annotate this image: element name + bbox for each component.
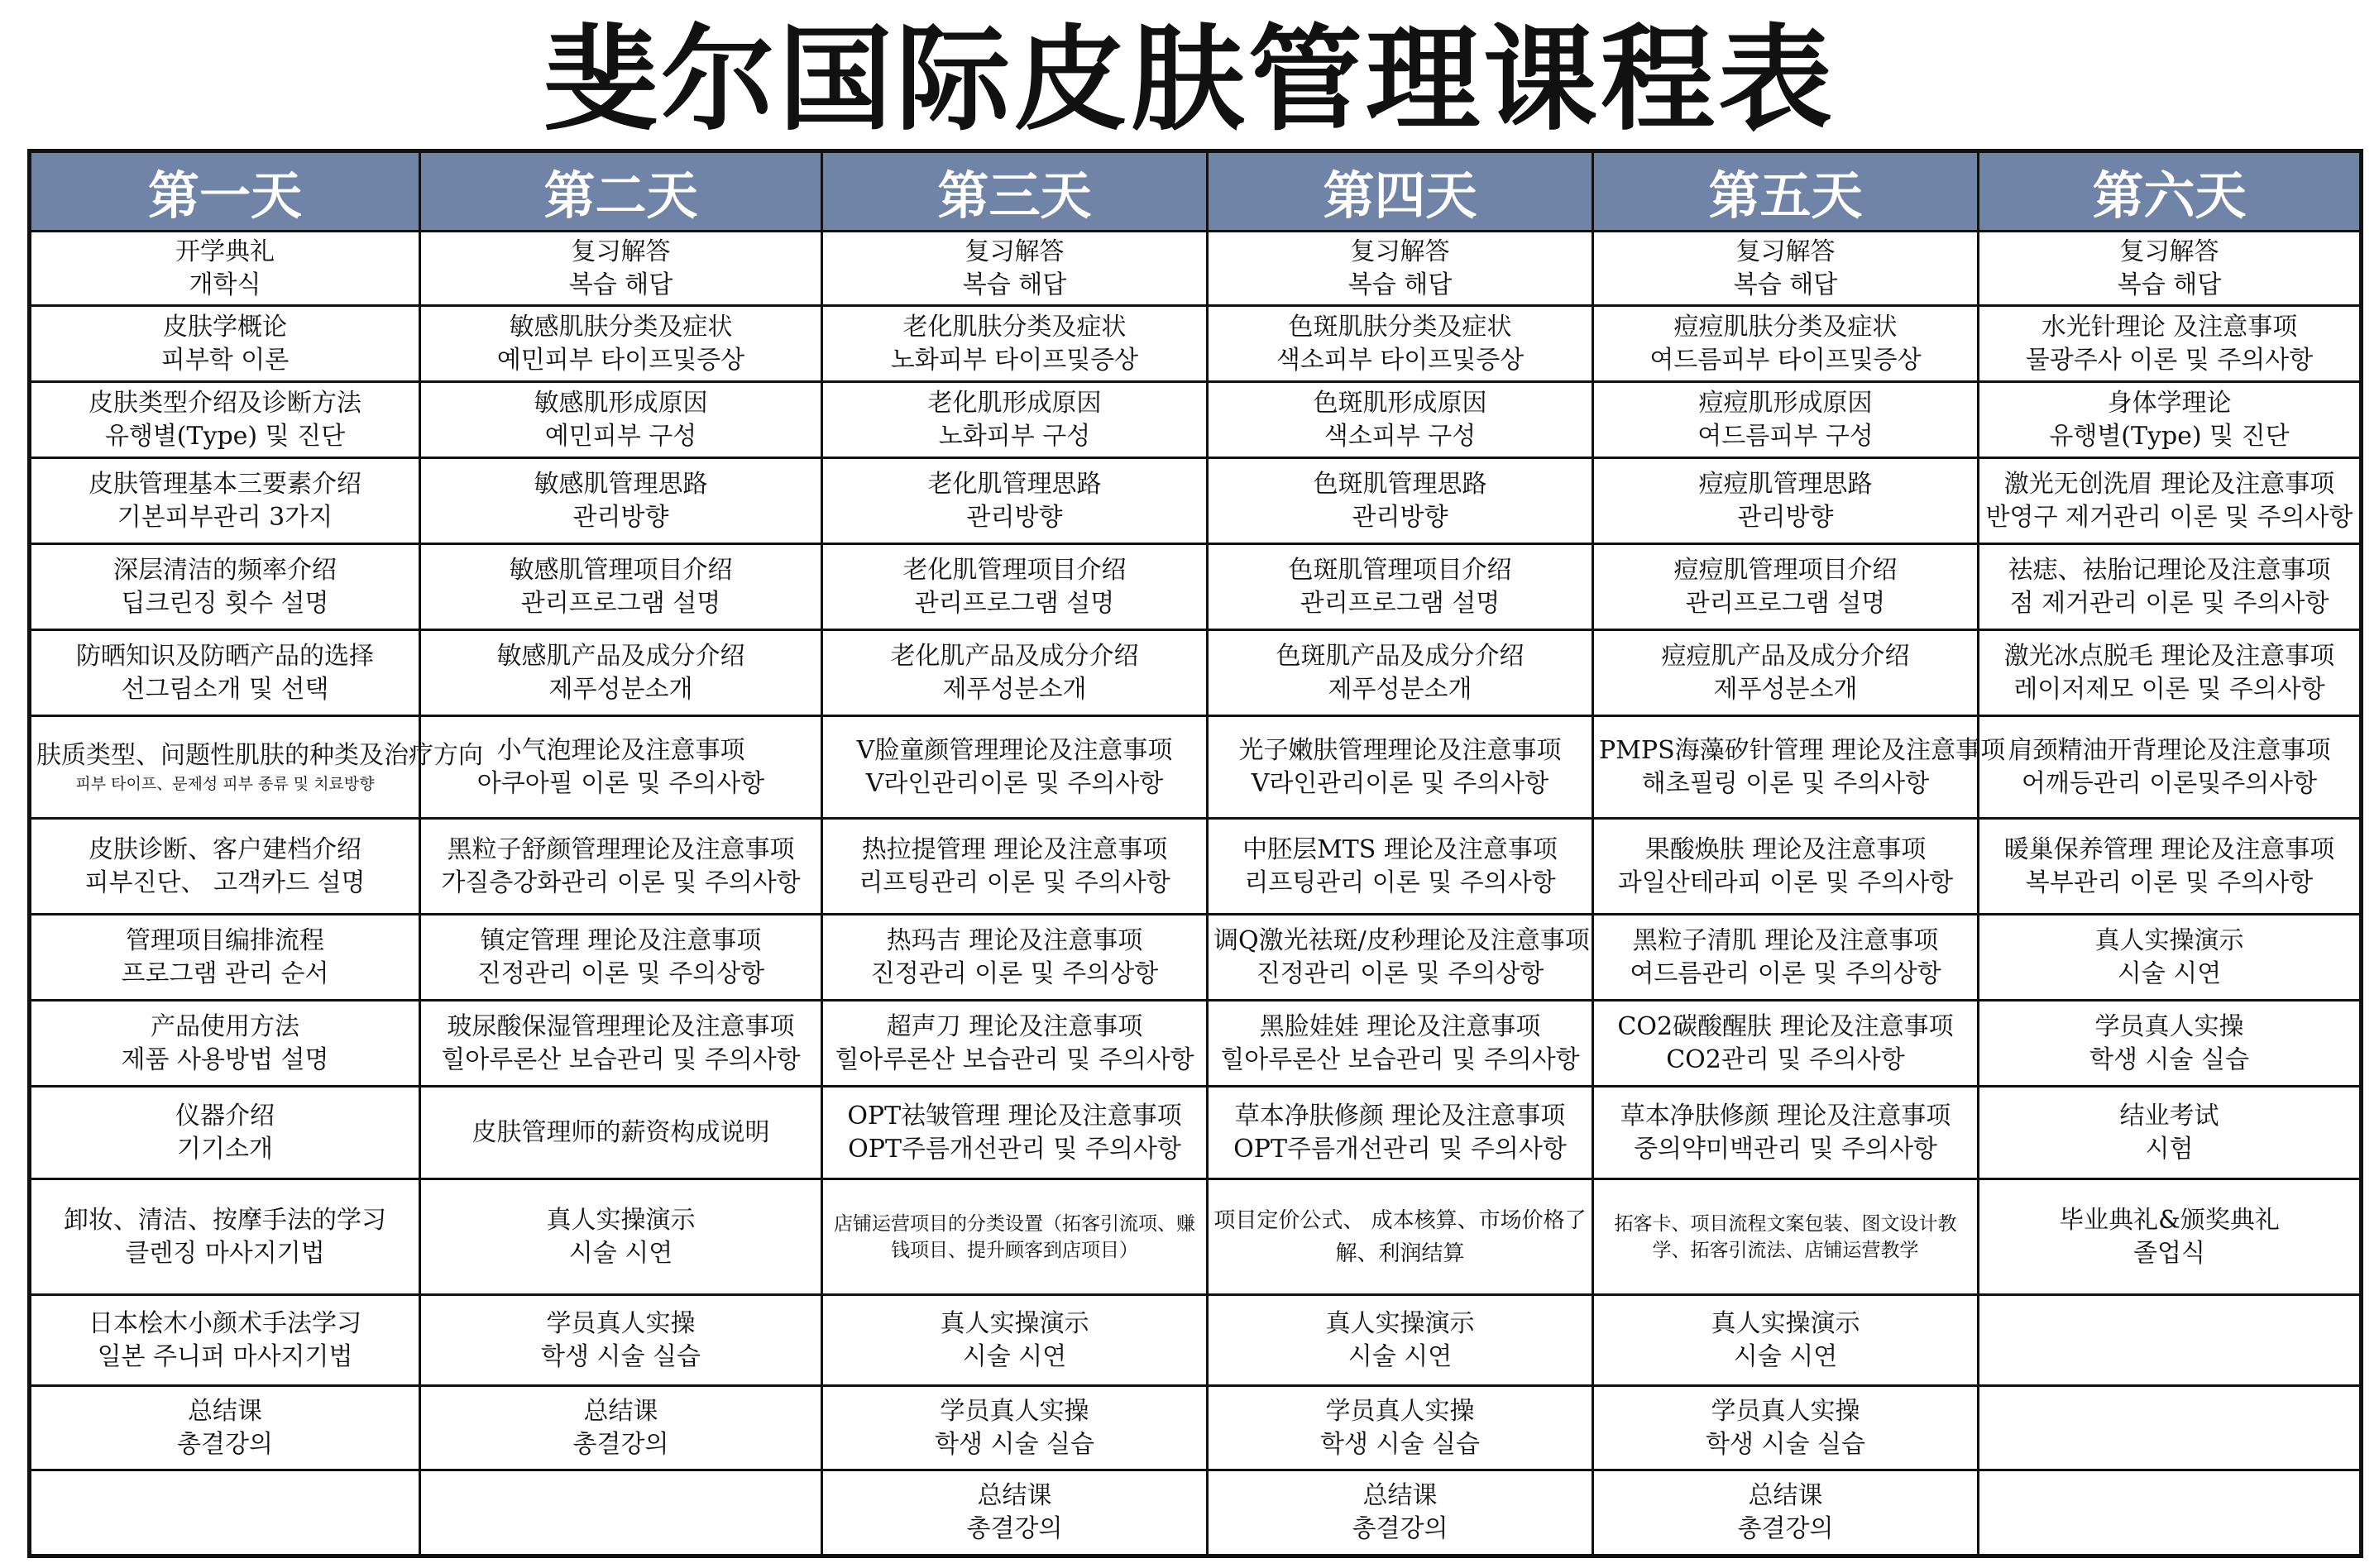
schedule-cell <box>1593 1295 1979 1386</box>
course-title: 管理项目编排流程 <box>126 925 324 955</box>
course-subtitle: 학생 시술 실습 <box>935 1429 1094 1459</box>
course-title: 学员真人实操 <box>2094 1011 2244 1041</box>
course-title: 皮肤管理师的薪资构成说明 <box>471 1117 770 1147</box>
course-title: 热拉提管理 理论及注意事项 <box>861 834 1168 864</box>
course-subtitle: 과일산테라피 이론 및 주의사항 <box>1617 868 1954 897</box>
course-title: 激光冰点脱毛 理论及注意事项 <box>2003 641 2335 671</box>
course-subtitle: 해초필링 이론 및 주의사항 <box>1641 768 1930 798</box>
schedule-cell <box>1208 306 1593 382</box>
course-subtitle: V라인관리이론 및 주의사항 <box>865 768 1164 798</box>
course-title: 草本净肤修颜 理论及注意事项 <box>1234 1101 1566 1131</box>
schedule-cell <box>420 306 822 382</box>
course-title: 复习解答 <box>2119 237 2219 266</box>
schedule-cell <box>420 1295 822 1386</box>
course-subtitle: 개학식 <box>189 270 261 299</box>
course-title: 痘痘肌肤分类及症状 <box>1673 312 1898 342</box>
course-title: 店铺运营项目的分类设置（拓客引流项、赚钱项目、提升顾客到店项目） <box>834 1212 1195 1261</box>
course-title: 皮肤学概论 <box>163 312 287 342</box>
course-subtitle: 관리프로그램 설명 <box>914 588 1115 618</box>
schedule-cell <box>1979 915 2362 1001</box>
course-subtitle: 관리프로그램 설명 <box>520 588 721 618</box>
course-title: 总结课 <box>977 1481 1052 1510</box>
course-subtitle: 관리프로그램 설명 <box>1685 588 1886 618</box>
course-title: 总结课 <box>1748 1481 1823 1510</box>
schedule-cell <box>420 1179 822 1295</box>
schedule-cell <box>1593 306 1979 382</box>
schedule-cell <box>822 458 1208 544</box>
table-row <box>30 1001 2362 1087</box>
schedule-cell <box>420 1470 822 1556</box>
schedule-cell <box>1979 819 2362 915</box>
schedule-cell <box>822 630 1208 716</box>
course-subtitle: 예민피부 구성 <box>544 421 697 451</box>
course-subtitle: 피부 타이프、문제성 피부 종류 및 치료방향 <box>75 774 375 793</box>
course-title: 复习解答 <box>571 237 671 266</box>
course-subtitle: 아쿠아필 이론 및 주의사항 <box>476 768 765 798</box>
table-row <box>30 630 2362 716</box>
schedule-cell <box>822 1386 1208 1470</box>
course-subtitle: 총결강의 <box>1737 1514 1834 1543</box>
course-subtitle: 진정관리 이론 및 주의상항 <box>476 958 765 988</box>
course-subtitle: 리프팅관리 이론 및 주의사항 <box>1244 868 1556 897</box>
course-subtitle: 총결강의 <box>1352 1514 1448 1543</box>
course-subtitle: 제푸성분소개 <box>1328 674 1472 704</box>
schedule-cell <box>822 1001 1208 1087</box>
course-title: 开学典礼 <box>175 237 275 266</box>
schedule-cell <box>822 1295 1208 1386</box>
schedule-cell <box>420 819 822 915</box>
course-subtitle: 복습 해답 <box>568 270 673 299</box>
table-row <box>30 1087 2362 1179</box>
course-title: 项目定价公式、 成本核算、市场价格了解、利润结算 <box>1213 1207 1587 1266</box>
course-title: 总结课 <box>1362 1481 1438 1510</box>
course-subtitle: 총결강의 <box>572 1429 669 1459</box>
course-title: V脸童颜管理理论及注意事项 <box>856 735 1173 765</box>
course-title: 镇定管理 理论及注意事项 <box>480 925 762 955</box>
schedule-cell <box>30 716 483 819</box>
schedule-cell <box>1593 630 1979 716</box>
course-subtitle: 복부관리 이론 및 주의사항 <box>2025 868 2314 897</box>
header-row <box>30 151 2362 232</box>
course-subtitle: 총결강의 <box>177 1429 273 1459</box>
course-subtitle: 유행별(Type) 및 진단 <box>104 421 346 451</box>
course-subtitle: 복습 해답 <box>1733 270 1838 299</box>
schedule-cell <box>1979 1386 2362 1470</box>
course-title: 仪器介绍 <box>175 1101 275 1131</box>
schedule-cell <box>1979 382 2362 458</box>
course-title: 黑粒子清肌 理论及注意事项 <box>1632 925 1939 955</box>
schedule-cell <box>30 630 420 716</box>
course-title: 老化肌形成原因 <box>927 388 1102 418</box>
course-subtitle: 물광주사 이론 및 주의사항 <box>2025 345 2314 375</box>
course-title: 皮肤管理基本三要素介绍 <box>89 469 361 499</box>
course-subtitle: 가질층강화관리 이론 및 주의사항 <box>441 868 801 897</box>
schedule-table <box>27 149 2363 1558</box>
course-subtitle: 반영구 제거관리 이론 및 주의사항 <box>1985 502 2353 532</box>
schedule-cell <box>822 232 1208 306</box>
course-subtitle: 피부진단、 고객카드 설명 <box>84 868 366 897</box>
course-title: 祛痣、祛胎记理论及注意事项 <box>2008 555 2331 585</box>
course-subtitle: 시술 시연 <box>568 1238 673 1268</box>
course-subtitle: 노화피부 타이프및증상 <box>890 345 1139 375</box>
schedule-cell <box>1208 1179 1593 1295</box>
course-title: 真人实操演示 <box>1325 1308 1475 1338</box>
schedule-cell <box>1979 1295 2362 1386</box>
course-subtitle: 총결강의 <box>966 1514 1063 1543</box>
course-subtitle: 관리방향 <box>572 502 669 532</box>
course-subtitle: 시술 시연 <box>1347 1341 1453 1371</box>
course-subtitle: 시술 시연 <box>2117 958 2222 988</box>
course-title: 结业考试 <box>2119 1101 2219 1131</box>
course-title: 毕业典礼&颁奖典礼 <box>2059 1205 2280 1235</box>
course-title: 暖巢保养管理 理论及注意事项 <box>2003 834 2335 864</box>
course-title: 痘痘肌管理项目介绍 <box>1673 555 1898 585</box>
table-row <box>30 382 2362 458</box>
table-row <box>30 232 2362 306</box>
day-header: 第五天 <box>1593 151 1979 232</box>
course-subtitle: 기본피부관리 3가지 <box>117 502 333 532</box>
course-subtitle: 예민피부 타이프및증상 <box>496 345 745 375</box>
course-title: 玻尿酸保湿管理理论及注意事项 <box>447 1011 795 1041</box>
schedule-cell <box>1593 716 2006 819</box>
course-subtitle: 레이저제모 이론 및 주의사항 <box>2013 674 2325 704</box>
schedule-cell <box>1979 232 2362 306</box>
course-title: 黑粒子舒颜管理理论及注意事项 <box>447 834 795 864</box>
course-title: 黑脸娃娃 理论及注意事项 <box>1259 1011 1541 1041</box>
course-subtitle: OPT주름개선관리 및 주의사항 <box>1233 1134 1567 1164</box>
schedule-cell <box>1208 819 1593 915</box>
course-title: 复习解答 <box>1350 237 1450 266</box>
table-row <box>30 1295 2362 1386</box>
schedule-cell <box>1979 630 2362 716</box>
schedule-cell <box>822 915 1208 1001</box>
course-subtitle: 시술 시연 <box>1733 1341 1838 1371</box>
course-title: 色斑肌管理思路 <box>1313 469 1487 499</box>
schedule-cell <box>30 232 420 306</box>
course-title: 草本净肤修颜 理论及注意事项 <box>1620 1101 1951 1131</box>
table-row <box>30 544 2362 630</box>
course-title: 小气泡理论及注意事项 <box>496 735 745 765</box>
course-subtitle: 학생 시술 실습 <box>1706 1429 1865 1459</box>
course-subtitle: 노화피부 구성 <box>938 421 1091 451</box>
schedule-cell <box>30 544 420 630</box>
table-row <box>30 1470 2362 1556</box>
schedule-cell <box>1593 1386 1979 1470</box>
course-title: 肩颈精油开背理论及注意事项 <box>2008 735 2331 765</box>
course-subtitle: 점 제거관리 이론 및 주의사항 <box>2009 588 2329 618</box>
schedule-cell <box>1979 306 2362 382</box>
schedule-cell <box>1593 915 1979 1001</box>
schedule-cell <box>30 1179 420 1295</box>
course-title: 色斑肌形成原因 <box>1313 388 1487 418</box>
course-subtitle: 색소피부 구성 <box>1324 421 1477 451</box>
schedule-cell <box>30 382 420 458</box>
course-title: 老化肌管理思路 <box>927 469 1102 499</box>
schedule-cell <box>420 630 822 716</box>
course-title: 身体学理论 <box>2107 388 2232 418</box>
course-title: 总结课 <box>583 1396 658 1426</box>
course-title: 敏感肌形成原因 <box>534 388 708 418</box>
course-title: OPT祛皱管理 理论及注意事项 <box>847 1101 1182 1131</box>
schedule-cell <box>822 1087 1208 1179</box>
course-title: 调Q激光祛斑/皮秒理论及注意事项 <box>1213 925 1590 955</box>
course-title: 真人实操演示 <box>1711 1308 1860 1338</box>
course-subtitle: 관리방향 <box>966 502 1063 532</box>
course-title: 卸妆、清洁、按摩手法的学习 <box>64 1205 386 1235</box>
course-subtitle: 일본 주니퍼 마사지기법 <box>97 1341 353 1371</box>
schedule-cell <box>420 458 822 544</box>
course-subtitle: 복습 해답 <box>962 270 1067 299</box>
schedule-cell <box>822 544 1208 630</box>
course-title: 真人实操演示 <box>546 1205 696 1235</box>
course-subtitle: 관리방향 <box>1737 502 1834 532</box>
schedule-cell <box>30 1470 420 1556</box>
course-title: 真人实操演示 <box>940 1308 1089 1338</box>
schedule-cell <box>1208 544 1593 630</box>
course-title: 复习解答 <box>965 237 1065 266</box>
course-subtitle: 어깨등관리 이론및주의사항 <box>2021 768 2318 798</box>
schedule-cell <box>1208 630 1593 716</box>
schedule-cell <box>420 1001 822 1087</box>
schedule-cell <box>30 1295 420 1386</box>
course-title: 皮肤诊断、客户建档介绍 <box>89 834 361 864</box>
schedule-body <box>30 232 2362 1556</box>
course-title: PMPS海藻矽针管理 理论及注意事项 <box>1599 735 2006 765</box>
schedule-cell <box>30 915 420 1001</box>
schedule-cell <box>822 306 1208 382</box>
course-subtitle: 복습 해답 <box>1347 270 1453 299</box>
course-title: 学员真人实操 <box>1711 1396 1860 1426</box>
course-subtitle: 여드름관리 이론 및 주의상항 <box>1630 958 1941 988</box>
course-subtitle: 관리방향 <box>1352 502 1448 532</box>
schedule-cell <box>30 1001 420 1087</box>
day-header: 第六天 <box>1979 151 2362 232</box>
schedule-cell <box>822 382 1208 458</box>
course-title: 敏感肌管理项目介绍 <box>509 555 733 585</box>
schedule-cell <box>822 819 1208 915</box>
table-row <box>30 306 2362 382</box>
course-subtitle: 제푸성분소개 <box>1713 674 1858 704</box>
day-header: 第二天 <box>420 151 822 232</box>
schedule-cell <box>1979 458 2362 544</box>
course-subtitle: 진정관리 이론 및 주의상항 <box>1256 958 1544 988</box>
course-title: 超声刀 理论及注意事项 <box>886 1011 1143 1041</box>
schedule-cell <box>420 232 822 306</box>
table-row <box>30 716 2362 819</box>
course-title: 学员真人实操 <box>546 1308 696 1338</box>
course-title: 水光针理论 及注意事项 <box>2041 312 2298 342</box>
course-title: 果酸焕肤 理论及注意事项 <box>1644 834 1927 864</box>
schedule-cell <box>1979 1179 2362 1295</box>
course-subtitle: 힐아루론산 보습관리 및 주의사항 <box>835 1045 1194 1074</box>
course-title: 敏感肌产品及成分介绍 <box>496 641 745 671</box>
course-title: 痘痘肌产品及成分介绍 <box>1661 641 1910 671</box>
course-subtitle: 피부학 이론 <box>160 345 290 375</box>
course-title: 防晒知识及防晒产品的选择 <box>76 641 374 671</box>
course-title: 学员真人实操 <box>1325 1396 1475 1426</box>
table-row <box>30 1179 2362 1295</box>
course-subtitle: 중의약미백관리 및 주의사항 <box>1634 1134 1937 1164</box>
course-title: 学员真人实操 <box>940 1396 1089 1426</box>
schedule-cell <box>420 544 822 630</box>
schedule-cell <box>1593 1087 1979 1179</box>
schedule-cell <box>30 458 420 544</box>
course-title: 中胚层MTS 理论及注意事项 <box>1242 834 1558 864</box>
course-title: 色斑肌肤分类及症状 <box>1288 312 1512 342</box>
schedule-cell <box>1979 544 2362 630</box>
day-header: 第一天 <box>30 151 420 232</box>
course-title: 老化肌产品及成分介绍 <box>890 641 1139 671</box>
table-row <box>30 819 2362 915</box>
schedule-cell <box>1208 458 1593 544</box>
schedule-cell <box>822 1470 1208 1556</box>
course-subtitle: 관리프로그램 설명 <box>1300 588 1501 618</box>
course-subtitle: 힐아루론산 보습관리 및 주의사항 <box>1220 1045 1580 1074</box>
course-subtitle: 딥크린징 횟수 설명 <box>121 588 329 618</box>
course-subtitle: 선그림소개 및 선택 <box>121 674 329 704</box>
table-row <box>30 1386 2362 1470</box>
schedule-cell <box>1208 1087 1593 1179</box>
course-title: 真人实操演示 <box>2094 925 2244 955</box>
course-subtitle: 기기소개 <box>177 1134 273 1164</box>
schedule-cell <box>1979 1001 2362 1087</box>
course-title: 深层清洁的频率介绍 <box>113 555 337 585</box>
course-title: 痘痘肌形成原因 <box>1698 388 1873 418</box>
schedule-cell <box>420 716 822 819</box>
course-subtitle: 진정관리 이론 및 주의상항 <box>870 958 1159 988</box>
schedule-cell <box>1593 232 1979 306</box>
schedule-cell <box>1208 1295 1593 1386</box>
course-subtitle: 학생 시술 실습 <box>541 1341 701 1371</box>
schedule-cell <box>1208 232 1593 306</box>
schedule-cell <box>420 1386 822 1470</box>
course-subtitle: 학생 시술 실습 <box>1320 1429 1480 1459</box>
schedule-cell <box>822 716 1208 819</box>
table-row <box>30 458 2362 544</box>
schedule-cell <box>1593 1001 1979 1087</box>
course-subtitle: 제푸성분소개 <box>942 674 1087 704</box>
course-subtitle: 제품 사용방법 설명 <box>121 1045 329 1074</box>
table-row <box>30 915 2362 1001</box>
schedule-cell <box>1593 544 1979 630</box>
schedule-cell <box>1208 382 1593 458</box>
schedule-cell <box>30 306 420 382</box>
course-title: 老化肌肤分类及症状 <box>902 312 1127 342</box>
schedule-cell <box>1593 1179 1979 1295</box>
course-subtitle: 시험 <box>2145 1134 2194 1164</box>
schedule-cell <box>1208 1386 1593 1470</box>
course-subtitle: 시술 시연 <box>962 1341 1067 1371</box>
course-subtitle: 힐아루론산 보습관리 및 주의사항 <box>441 1045 801 1074</box>
course-subtitle: 제푸성분소개 <box>548 674 693 704</box>
course-subtitle: 학생 시술 실습 <box>2089 1045 2249 1074</box>
schedule-cell <box>1593 1470 1979 1556</box>
course-subtitle: 복습 해답 <box>2117 270 2222 299</box>
course-subtitle: 여드름피부 타이프및증상 <box>1649 345 1922 375</box>
day-header: 第三天 <box>822 151 1208 232</box>
course-subtitle: 프로그램 관리 순서 <box>121 958 329 988</box>
schedule-cell <box>1208 716 1593 819</box>
course-title: 复习解答 <box>1735 237 1836 266</box>
schedule-cell <box>420 1087 822 1179</box>
course-subtitle: 클렌징 마사지기법 <box>125 1238 325 1268</box>
course-subtitle: 색소피부 타이프및증상 <box>1276 345 1525 375</box>
course-subtitle: 유행별(Type) 및 진단 <box>2049 421 2290 451</box>
schedule-cell <box>1593 382 1979 458</box>
course-subtitle: V라인관리이론 및 주의사항 <box>1251 768 1549 798</box>
course-subtitle: CO2관리 및 주의사항 <box>1666 1045 1905 1074</box>
schedule-cell <box>1208 1470 1593 1556</box>
course-title: 肤质类型、问题性肌肤的种类及治疗方向 <box>36 740 483 770</box>
course-title: 皮肤类型介绍及诊断方法 <box>89 388 361 418</box>
course-title: 光子嫩肤管理理论及注意事项 <box>1238 735 1562 765</box>
day-header: 第四天 <box>1208 151 1593 232</box>
course-subtitle: 리프팅관리 이론 및 주의사항 <box>859 868 1170 897</box>
schedule-cell <box>420 915 822 1001</box>
course-title: 色斑肌管理项目介绍 <box>1288 555 1512 585</box>
course-title: 色斑肌产品及成分介绍 <box>1276 641 1525 671</box>
course-subtitle: 졸업식 <box>2133 1238 2205 1268</box>
schedule-cell <box>1593 458 1979 544</box>
course-title: 痘痘肌管理思路 <box>1698 469 1873 499</box>
course-title: 拓客卡、项目流程文案包装、图文设计教学、拓客引流法、店铺运营教学 <box>1614 1212 1957 1261</box>
schedule-cell <box>822 1179 1208 1295</box>
course-title: 老化肌管理项目介绍 <box>902 555 1127 585</box>
course-title: 总结课 <box>188 1396 262 1426</box>
schedule-cell <box>1593 819 1979 915</box>
schedule-cell <box>420 382 822 458</box>
course-subtitle: OPT주름개선관리 및 주의사항 <box>848 1134 1181 1164</box>
schedule-cell <box>30 1087 420 1179</box>
course-title: CO2碳酸醒肤 理论及注意事项 <box>1617 1011 1954 1041</box>
schedule-cell <box>1979 1087 2362 1179</box>
course-title: 日本桧木小颜术手法学习 <box>89 1308 361 1338</box>
schedule-cell <box>1979 716 2362 819</box>
schedule-cell <box>1208 1001 1593 1087</box>
course-title: 敏感肌管理思路 <box>534 469 708 499</box>
schedule-cell <box>1208 915 1593 1001</box>
course-title: 热玛吉 理论及注意事项 <box>886 925 1143 955</box>
schedule-cell <box>30 1386 420 1470</box>
schedule-cell <box>30 819 420 915</box>
schedule-cell <box>1979 1470 2362 1556</box>
course-subtitle: 여드름피부 구성 <box>1697 421 1874 451</box>
course-title: 产品使用方法 <box>151 1011 299 1041</box>
page-title: 斐尔国际皮肤管理课程表 <box>543 13 1836 146</box>
course-title: 敏感肌肤分类及症状 <box>509 312 733 342</box>
course-title: 激光无创洗眉 理论及注意事项 <box>2003 469 2335 499</box>
